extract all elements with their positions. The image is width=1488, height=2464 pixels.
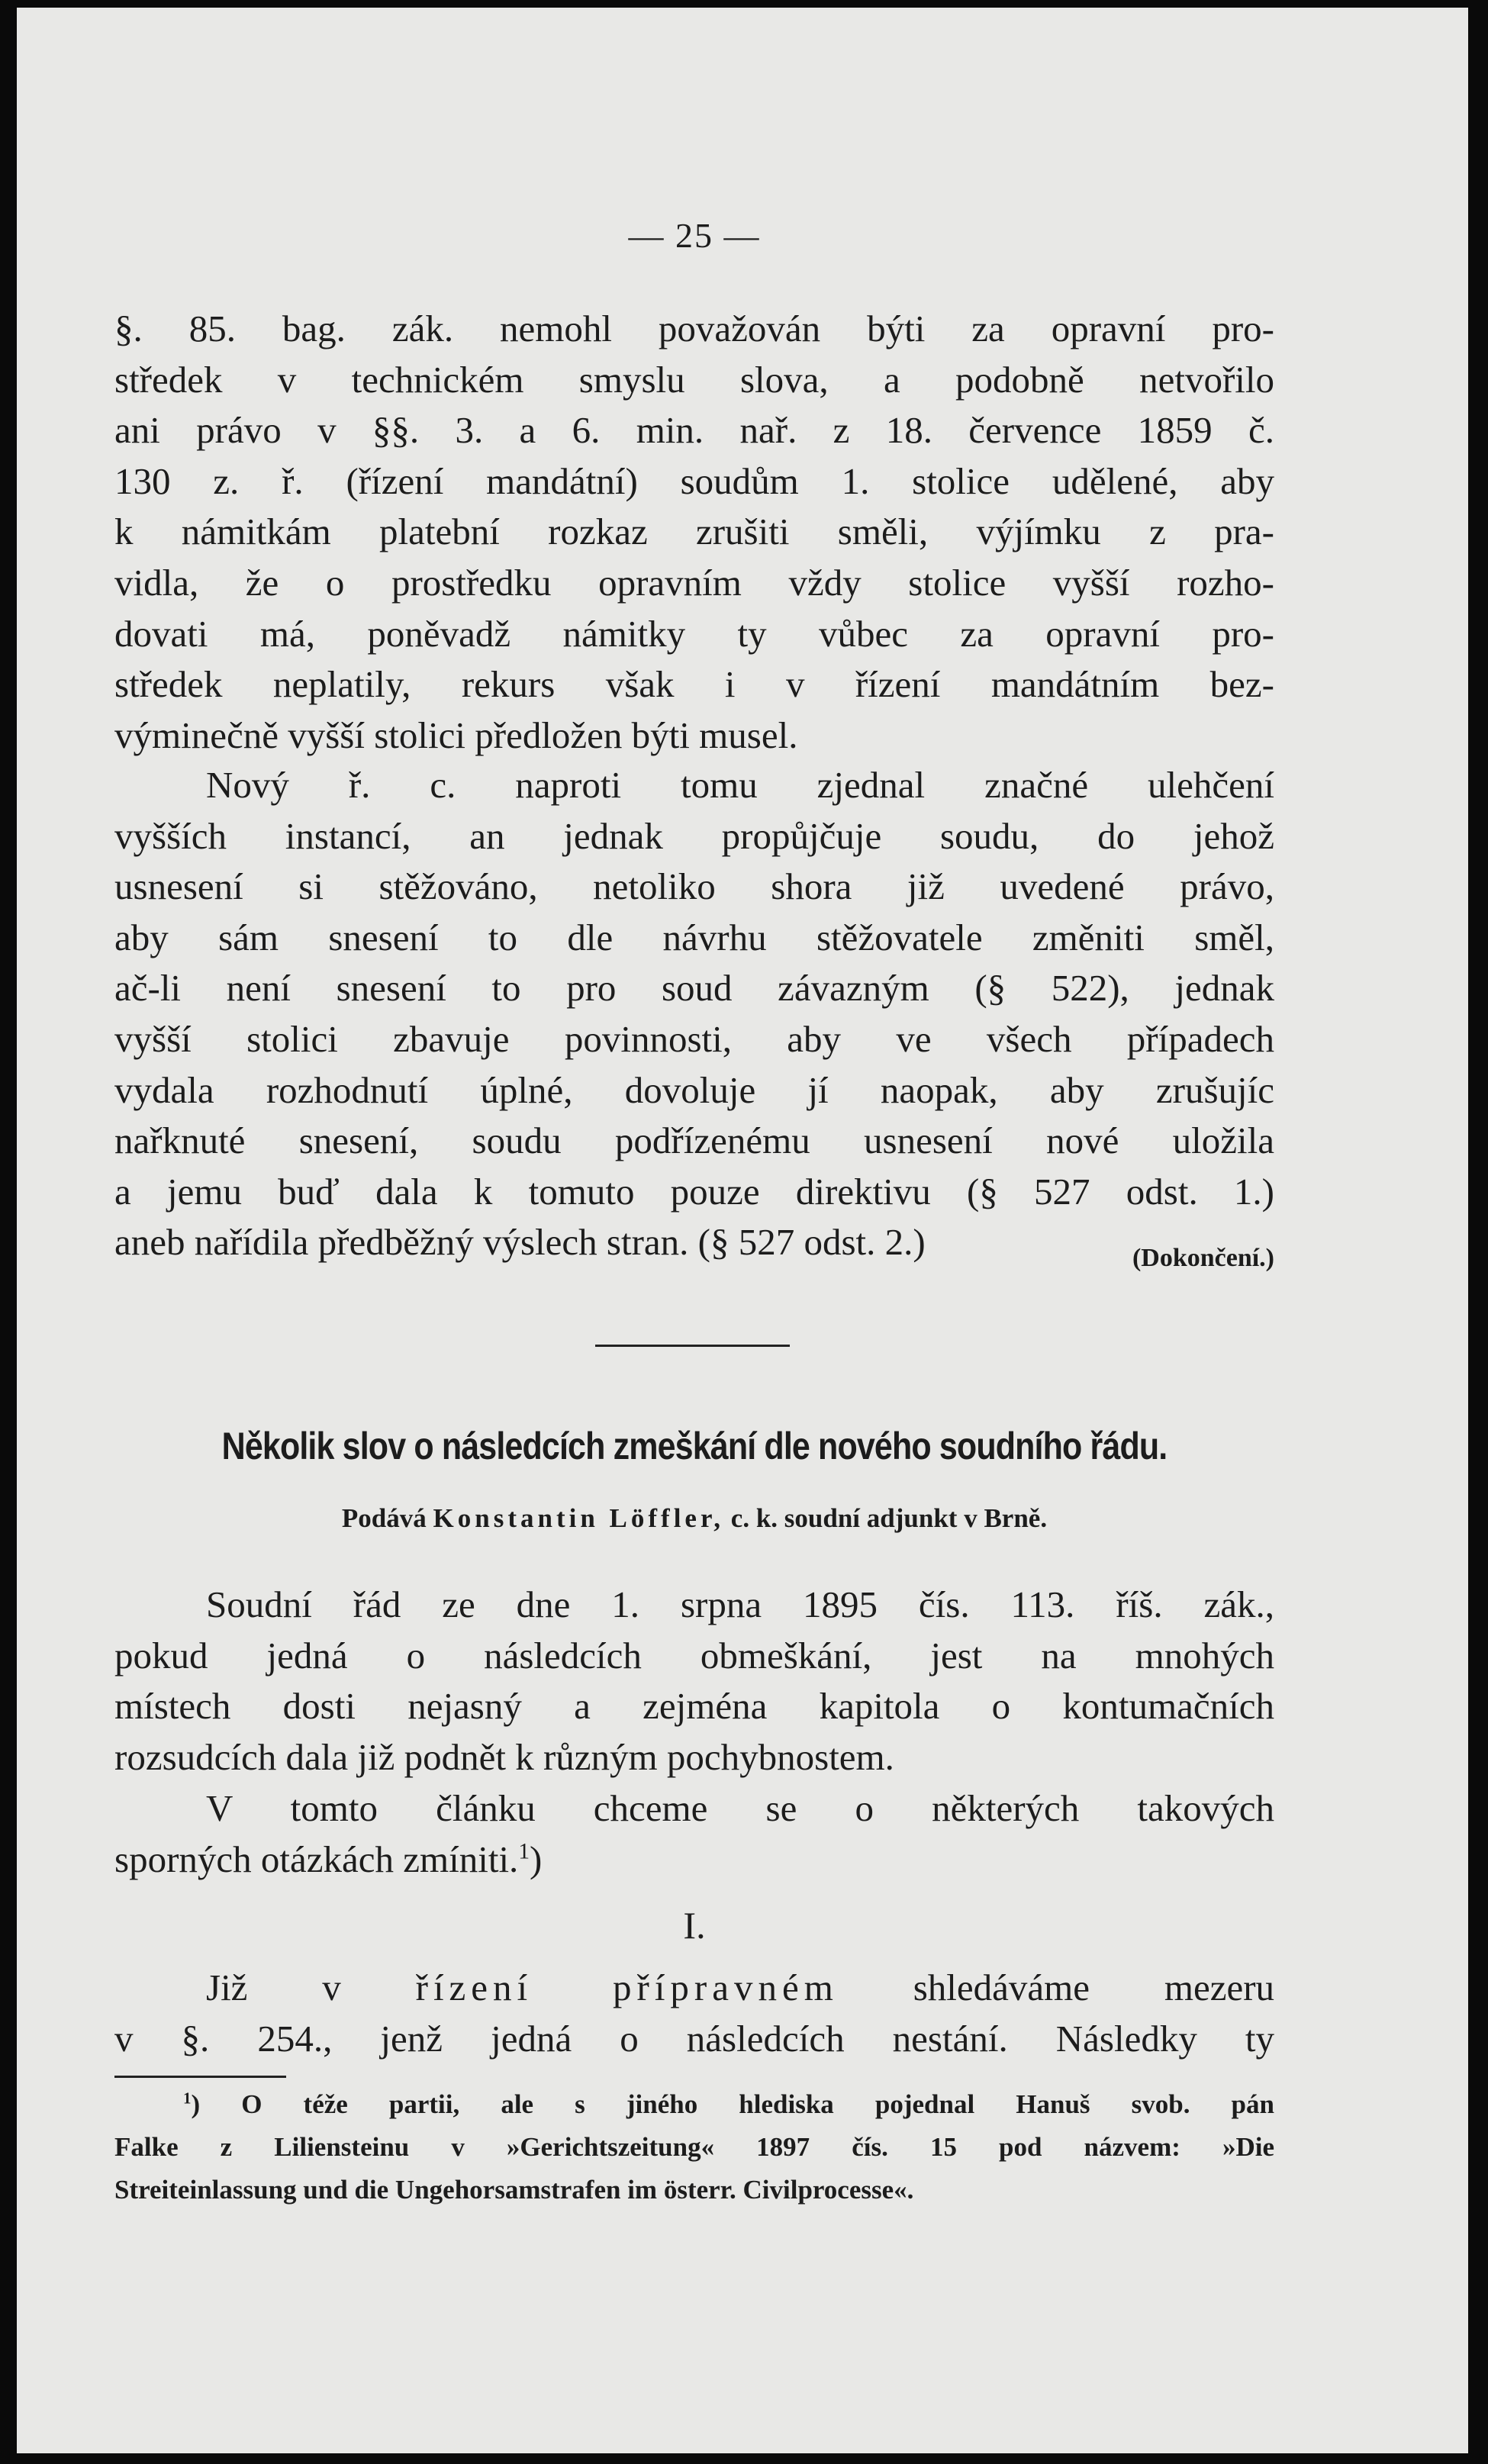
footnote-rule — [114, 2076, 286, 2078]
article-title: Několik slov o následcích zmeškání dle nového soudního řádu. — [221, 1425, 1168, 1467]
text-line: dovati má, poněvadž námitky ty vůbec za opravní pro- — [114, 612, 1274, 655]
text-line: k námitkám platební rozkaz zrušiti směli, výjímku z pra- — [114, 511, 1274, 553]
text-line: Nový ř. c. naproti tomu zjednal značné ulehčení — [206, 764, 1274, 806]
text-line: Soudní řád ze dne 1. srpna 1895 čís. 113. říš. zák., — [206, 1583, 1274, 1625]
byline-prefix: Podává — [341, 1503, 427, 1533]
footnote — [114, 2083, 1274, 2211]
text-fragment: shledáváme mezeru — [913, 1966, 1275, 2008]
text-line: usnesení si stěžováno, netoliko shora již uvedené právo, — [114, 865, 1274, 908]
text-line: pokud jedná o následcích obmeškání, jest na mnohých — [114, 1634, 1274, 1676]
text-line: rozsudcích dala již podnět k různým pochybnostem. — [114, 1735, 894, 1778]
section-divider — [595, 1345, 790, 1347]
footnote-mark: 1 — [183, 2089, 192, 2108]
text-line: vidla, že o prostředku opravním vždy stolice vyšší rozho- — [114, 561, 1274, 604]
text-line: sporných otázkách zmíniti.$^1$) — [114, 1838, 543, 1880]
text-line — [114, 1963, 1274, 2014]
text-line: místech dosti nejasný a zejména kapitola o kontumačních — [114, 1685, 1274, 1728]
text-fragment: Již v — [206, 1966, 341, 2008]
footnote-line — [114, 2083, 1274, 2126]
text-line: aneb nařídila předběžný výslech stran. (§ 527 odst. 2.) — [114, 1221, 926, 1264]
text-line: vyšších instancí, an jednak propůjčuje soudu, do jehož — [114, 814, 1274, 857]
text-line: a jemu buď dala k tomuto pouze direktivu (§ 527 odst. 1.) — [114, 1170, 1274, 1213]
page — [17, 8, 1468, 2453]
paragraph-1 — [114, 304, 1274, 761]
footnote-ref[interactable]: 1 — [518, 1839, 530, 1864]
text-line: středek v technickém smyslu slova, a podobně netvořilo — [114, 358, 1274, 401]
emphasized-text: řízení přípravném — [415, 1966, 839, 2008]
byline-suffix: c. k. soudní adjunkt v Brně. — [730, 1503, 1048, 1533]
paragraph-4 — [114, 1783, 1274, 1885]
text-line: aby sám snesení to dle návrhu stěžovatele změniti směl, — [114, 916, 1274, 958]
text-fragment: sporných otázkách zmíniti. — [114, 1838, 519, 1880]
text-line: vyšší stolici zbavuje povinnosti, aby ve všech případech — [114, 1017, 1274, 1060]
text-line: ani právo v §§. 3. a 6. min. nař. z 18. července 1859 č. — [114, 409, 1274, 452]
footnote-line: Falke z Liliensteinu v »Gerichtszeitung« 1897 čís. 15 pod názvem: »Die — [114, 2132, 1274, 2162]
paragraph-3 — [114, 1580, 1274, 1783]
text-line: §. 85. bag. zák. nemohl považován býti za opravní pro- — [114, 308, 1274, 349]
paragraph-5 — [114, 1963, 1274, 2064]
text-line: V tomto článku chceme se o některých takových — [206, 1787, 1274, 1829]
paragraph-2 — [114, 760, 1274, 1268]
text-line: 130 z. ř. (řízení mandátní) soudům 1. stolice udělené, aby — [114, 459, 1274, 502]
text-line: výminečně vyšší stolici předložen býti musel. — [114, 713, 798, 756]
section-heading: I. — [683, 1904, 706, 1947]
text-line: v §. 254., jenž jedná o následcích nestání. Následky ty — [114, 2017, 1274, 2060]
text-line: ač-li není snesení to pro soud závazným (§ 522), jednak — [114, 967, 1274, 1010]
text-line: nařknuté snesení, soudu podřízenému usnesení nové uložila — [114, 1119, 1274, 1162]
footnote-line: Streiteinlassung und die Ungehorsamstrafen im österr. Civilprocesse«. — [114, 2175, 914, 2205]
article-byline — [114, 1503, 1274, 1534]
text-line: vydala rozhodnutí úplné, dovoluje jí naopak, aby zrušujíc — [114, 1068, 1274, 1111]
text-fragment: ) O téže partii, ale s jiného hlediska pojednal Hanuš svob. pán — [191, 2089, 1274, 2119]
byline-author: Konstantin Löffler, — [433, 1503, 725, 1533]
continued-note: (Dokončení.) — [1132, 1244, 1274, 1272]
text-line: středek neplatily, rekurs však i v řízení mandátním bez- — [114, 663, 1274, 706]
page-number: — 25 — — [628, 216, 761, 255]
